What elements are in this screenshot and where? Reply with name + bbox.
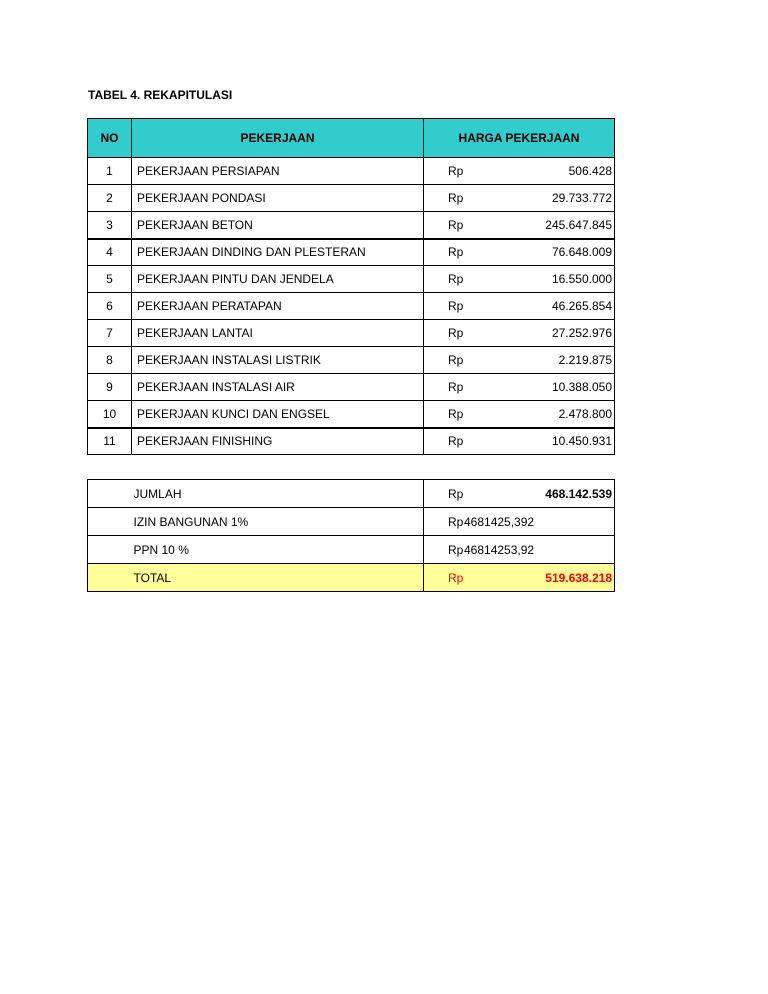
- row-amount: 506.428: [568, 164, 612, 178]
- summary-label: IZIN BANGUNAN 1%: [132, 508, 424, 536]
- row-job: PEKERJAAN DINDING DAN PLESTERAN: [132, 239, 424, 266]
- row-price: [424, 320, 615, 347]
- summary-price: [424, 536, 615, 564]
- row-currency: Rp: [448, 191, 464, 205]
- header-job: PEKERJAAN: [132, 119, 424, 158]
- table-row: [88, 158, 615, 185]
- row-price: [424, 212, 615, 239]
- summary-label: PPN 10 %: [132, 536, 424, 564]
- row-price: [424, 428, 615, 455]
- row-currency: Rp: [448, 326, 464, 340]
- row-currency: Rp: [448, 245, 464, 260]
- row-price: [424, 401, 615, 428]
- table-row: [88, 212, 615, 239]
- summary-row-jumlah: [88, 480, 615, 508]
- row-amount: 76.648.009: [551, 245, 612, 260]
- row-no: 2: [88, 185, 132, 212]
- row-job: PEKERJAAN FINISHING: [132, 428, 424, 455]
- row-currency: Rp: [448, 272, 464, 286]
- total-currency: Rp: [448, 570, 464, 585]
- row-amount: 10.388.050: [551, 380, 612, 394]
- row-price: [424, 347, 615, 374]
- table-row: [88, 185, 615, 212]
- row-currency: Rp: [448, 353, 464, 367]
- table-row: [88, 374, 615, 401]
- row-no: 5: [88, 266, 132, 293]
- summary-blank-cell: [88, 508, 132, 536]
- total-amount: 519.638.218: [545, 570, 612, 585]
- row-no: 11: [88, 428, 132, 455]
- row-amount: 2.219.875: [558, 353, 612, 367]
- summary-table: [87, 479, 615, 592]
- row-no: 6: [88, 293, 132, 320]
- row-price: [424, 293, 615, 320]
- table-row: [88, 293, 615, 320]
- row-amount: 245.647.845: [545, 217, 612, 232]
- row-price: [424, 185, 615, 212]
- summary-price: [424, 480, 615, 508]
- summary-price: [424, 508, 615, 536]
- header-no: NO: [88, 119, 132, 158]
- row-no: 1: [88, 158, 132, 185]
- row-no: 10: [88, 401, 132, 428]
- table-row: [88, 239, 615, 266]
- summary-blank-cell: [88, 564, 132, 592]
- row-job: PEKERJAAN INSTALASI AIR: [132, 374, 424, 401]
- row-currency: Rp: [448, 217, 464, 232]
- row-amount: 46.265.854: [551, 299, 612, 313]
- summary-label: JUMLAH: [132, 480, 424, 508]
- row-price: [424, 266, 615, 293]
- summary-row-izin: [88, 508, 615, 536]
- row-currency: Rp: [448, 406, 464, 421]
- table-title: TABEL 4. REKAPITULASI: [88, 88, 233, 102]
- summary-currency: Rp: [448, 514, 464, 529]
- row-job: PEKERJAAN LANTAI: [132, 320, 424, 347]
- row-currency: Rp: [448, 434, 464, 449]
- row-no: 8: [88, 347, 132, 374]
- table-row: [88, 266, 615, 293]
- total-price: [424, 564, 615, 592]
- total-label: TOTAL: [132, 564, 424, 592]
- row-job: PEKERJAAN PINTU DAN JENDELA: [132, 266, 424, 293]
- summary-blank-cell: [88, 480, 132, 508]
- row-no: 7: [88, 320, 132, 347]
- row-job: PEKERJAAN KUNCI DAN ENGSEL: [132, 401, 424, 428]
- summary-blank-cell: [88, 536, 132, 564]
- row-amount: 27.252.976: [551, 326, 612, 340]
- row-currency: Rp: [448, 164, 464, 178]
- table-header-row: [88, 119, 615, 158]
- row-job: PEKERJAAN PERATAPAN: [132, 293, 424, 320]
- row-amount: 10.450.931: [551, 434, 612, 449]
- table-row: [88, 320, 615, 347]
- row-job: PEKERJAAN INSTALASI LISTRIK: [132, 347, 424, 374]
- table-row: [88, 401, 615, 428]
- summary-currency: Rp: [448, 542, 464, 557]
- summary-row-ppn: [88, 536, 615, 564]
- table-row: [88, 347, 615, 374]
- row-amount: 16.550.000: [551, 272, 612, 286]
- summary-amount: 468.142.539: [545, 486, 612, 501]
- row-job: PEKERJAAN BETON: [132, 212, 424, 239]
- row-no: 3: [88, 212, 132, 239]
- recap-table: [87, 118, 615, 455]
- row-price: [424, 158, 615, 185]
- row-no: 9: [88, 374, 132, 401]
- row-amount: 29.733.772: [551, 191, 612, 205]
- summary-amount: 46814253,92: [464, 542, 535, 557]
- row-job: PEKERJAAN PERSIAPAN: [132, 158, 424, 185]
- row-currency: Rp: [448, 299, 464, 313]
- summary-currency: Rp: [448, 486, 464, 501]
- row-currency: Rp: [448, 380, 464, 394]
- row-no: 4: [88, 239, 132, 266]
- header-price: HARGA PEKERJAAN: [424, 119, 615, 158]
- table-row: [88, 428, 615, 455]
- row-amount: 2.478.800: [558, 406, 612, 421]
- row-job: PEKERJAAN PONDASI: [132, 185, 424, 212]
- row-price: [424, 374, 615, 401]
- table-body: [88, 158, 615, 455]
- summary-row-total: [88, 564, 615, 592]
- row-price: [424, 239, 615, 266]
- summary-amount: 4681425,392: [464, 514, 535, 529]
